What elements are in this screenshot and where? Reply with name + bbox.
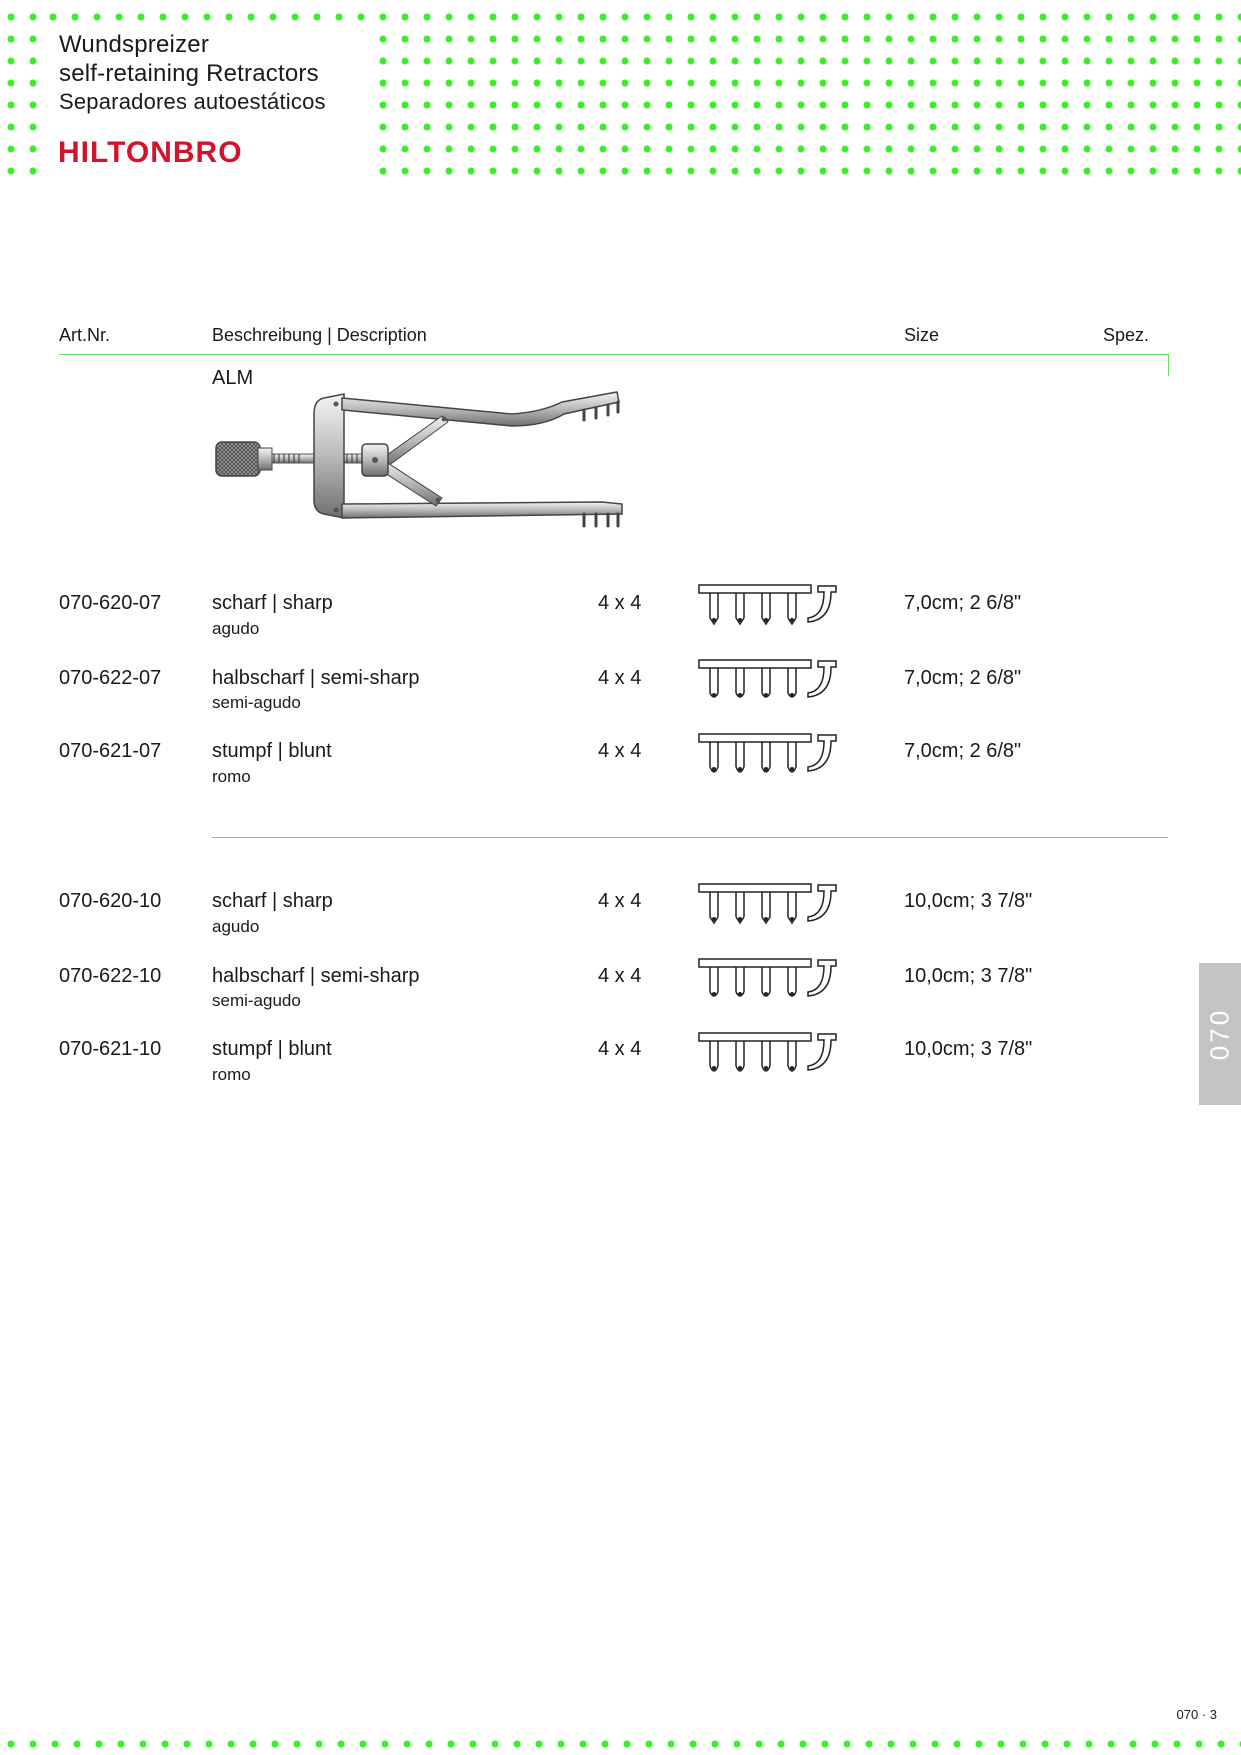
retractor-illustration — [212, 390, 632, 528]
art-nr: 070-620-07 — [59, 592, 162, 614]
size: 7,0cm; 2 6/8" — [904, 592, 1022, 614]
chapter-tab-label: 070 — [1204, 1007, 1235, 1061]
description: halbscharf | semi-sharp — [212, 965, 420, 987]
description: scharf | sharp — [212, 592, 333, 614]
teeth-count: 4 x 4 — [598, 890, 642, 912]
title-english: self-retaining Retractors — [59, 60, 319, 87]
size: 7,0cm; 2 6/8" — [904, 667, 1022, 689]
tip-schematic-semi-sharp-icon — [698, 659, 840, 703]
tip-schematic-blunt-icon — [698, 733, 840, 777]
description-es: semi-agudo — [212, 693, 301, 712]
dot-pattern-top — [42, 0, 372, 24]
size: 10,0cm; 3 7/8" — [904, 965, 1033, 987]
header-divider-tick — [1168, 354, 1169, 376]
header-description: Beschreibung | Description — [212, 325, 427, 345]
art-nr: 070-620-10 — [59, 890, 162, 912]
header-size: Size — [904, 325, 940, 345]
group-title: ALM — [212, 367, 254, 389]
size: 10,0cm; 3 7/8" — [904, 1038, 1033, 1060]
teeth-count: 4 x 4 — [598, 740, 642, 762]
teeth-count: 4 x 4 — [598, 1038, 642, 1060]
description: halbscharf | semi-sharp — [212, 667, 420, 689]
brand-logo: HILTONBRO — [58, 136, 243, 169]
header-divider — [59, 354, 1169, 355]
art-nr: 070-621-07 — [59, 740, 162, 762]
tip-schematic-sharp-icon — [698, 584, 840, 628]
page-number: 070 · 3 — [1176, 1707, 1217, 1722]
group-divider — [212, 837, 1168, 838]
description: scharf | sharp — [212, 890, 333, 912]
tip-schematic-sharp-icon — [698, 883, 840, 927]
description: stumpf | blunt — [212, 740, 332, 762]
dot-pattern-right — [372, 0, 1241, 180]
description-es: romo — [212, 1065, 251, 1084]
title-german: Wundspreizer — [59, 31, 210, 58]
teeth-count: 4 x 4 — [598, 667, 642, 689]
tip-schematic-blunt-icon — [698, 1032, 840, 1076]
art-nr: 070-622-10 — [59, 965, 162, 987]
size: 10,0cm; 3 7/8" — [904, 890, 1033, 912]
description-es: romo — [212, 767, 251, 786]
description-es: agudo — [212, 619, 260, 638]
description-es: semi-agudo — [212, 991, 301, 1010]
dot-pattern-bottom — [0, 1733, 1241, 1755]
header-spec: Spez. — [1103, 325, 1150, 345]
chapter-tab[interactable] — [1199, 963, 1241, 1105]
description-es: agudo — [212, 917, 260, 936]
art-nr: 070-621-10 — [59, 1038, 162, 1060]
teeth-count: 4 x 4 — [598, 592, 642, 614]
tip-schematic-semi-sharp-icon — [698, 958, 840, 1002]
header-art-nr: Art.Nr. — [59, 325, 111, 345]
dot-pattern-left — [0, 0, 42, 180]
art-nr: 070-622-07 — [59, 667, 162, 689]
description: stumpf | blunt — [212, 1038, 332, 1060]
title-spanish: Separadores autoestáticos — [59, 89, 326, 114]
size: 7,0cm; 2 6/8" — [904, 740, 1022, 762]
teeth-count: 4 x 4 — [598, 965, 642, 987]
